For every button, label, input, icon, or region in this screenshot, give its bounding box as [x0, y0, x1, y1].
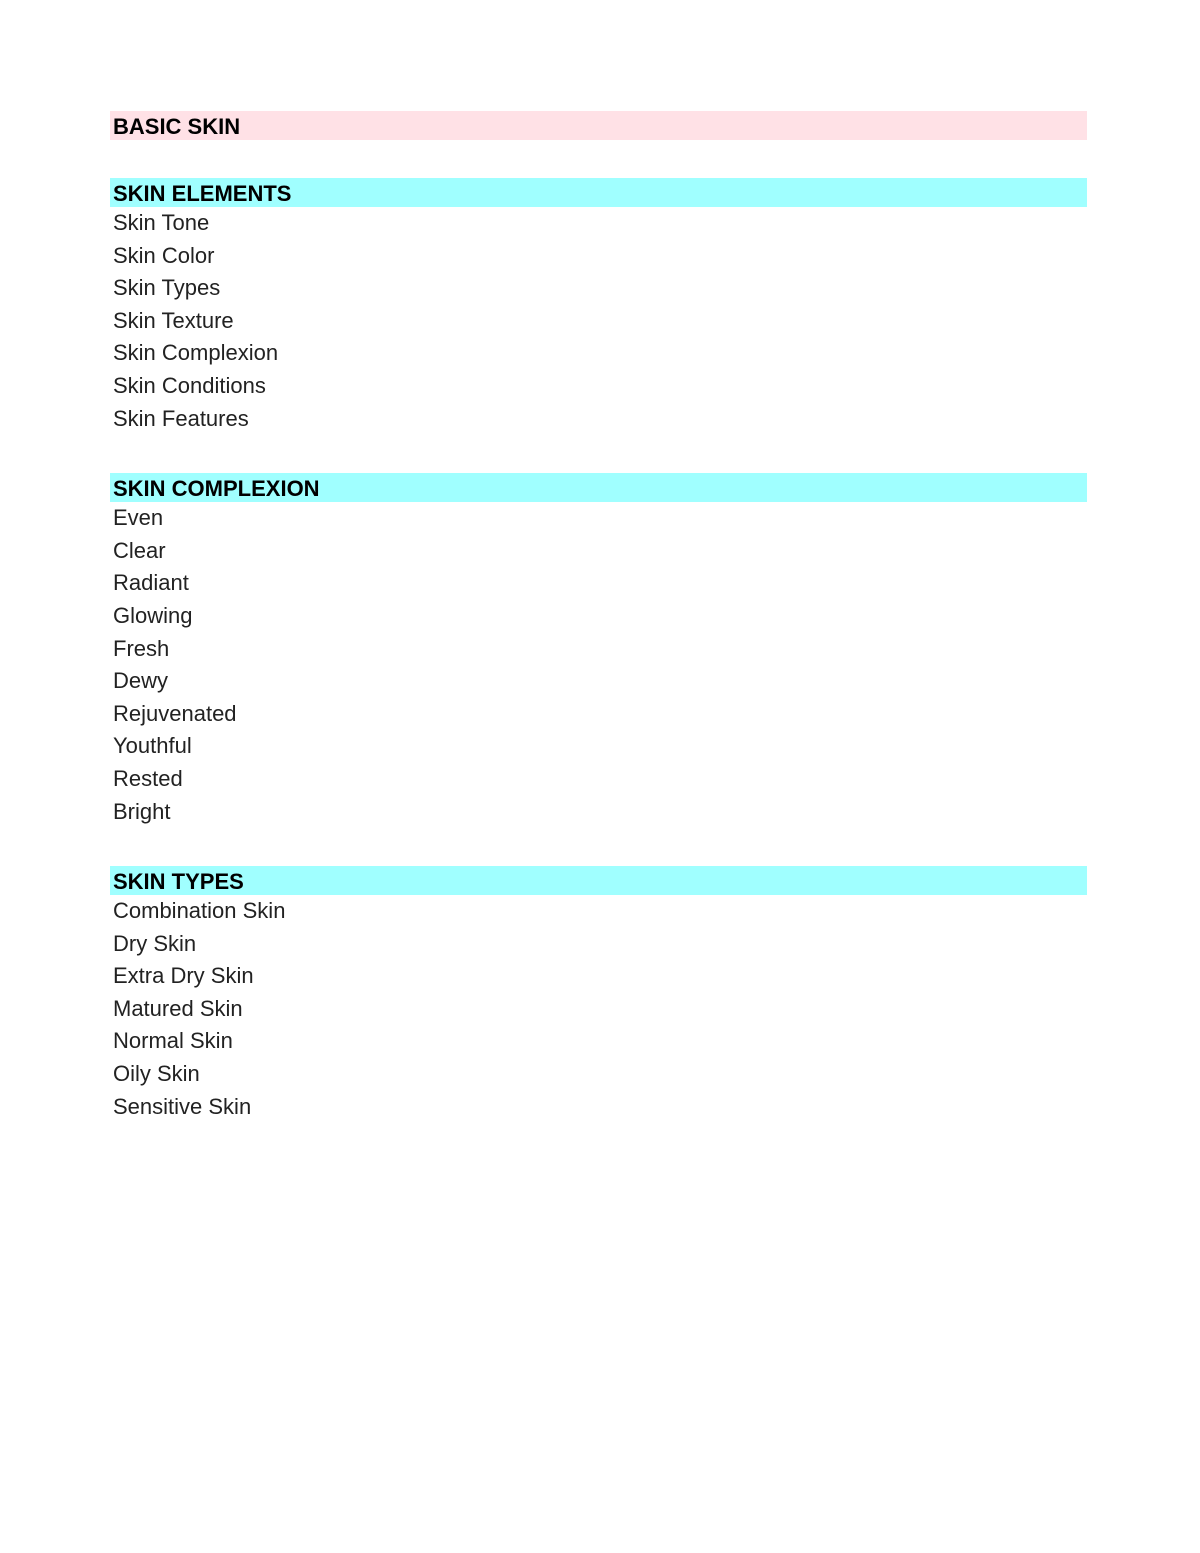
section-heading: SKIN TYPES [110, 866, 1087, 895]
list-item: Sensitive Skin [113, 1093, 252, 1119]
list-item: Clear [113, 537, 166, 563]
section-skin-complexion [110, 473, 1087, 828]
page-title: BASIC SKIN [110, 111, 1087, 140]
list-item: Skin Types [113, 275, 221, 301]
section-heading: SKIN ELEMENTS [110, 178, 1087, 207]
document-page [110, 111, 1087, 1123]
list-item: Rested [113, 765, 183, 791]
list-item: Skin Conditions [113, 372, 266, 398]
spacer [110, 140, 1087, 178]
list-item: Glowing [113, 602, 193, 628]
list-item: Combination Skin [113, 898, 286, 924]
list-item: Dewy [113, 668, 169, 694]
list-item: Radiant [113, 570, 189, 596]
list-item: Oily Skin [113, 1061, 200, 1087]
list-item: Normal Skin [113, 1028, 233, 1054]
list-item: Dry Skin [113, 930, 197, 956]
list-item: Skin Complexion [113, 340, 279, 366]
list-item: Fresh [113, 635, 170, 661]
list-item: Rejuvenated [113, 700, 237, 726]
section-heading: SKIN COMPLEXION [110, 473, 1087, 502]
section-skin-types [110, 866, 1087, 1123]
section-skin-elements [110, 178, 1087, 435]
list-item: Skin Color [113, 242, 215, 268]
list-item: Skin Tone [113, 210, 210, 235]
list-item: Skin Texture [113, 307, 234, 333]
spacer [110, 828, 1087, 866]
list-item: Skin Features [113, 405, 249, 431]
spacer [110, 435, 1087, 473]
list-item: Even [113, 505, 164, 531]
list-item: Matured Skin [113, 995, 243, 1021]
list-item: Extra Dry Skin [113, 963, 254, 989]
list-item: Bright [113, 798, 171, 824]
list-item: Youthful [113, 733, 192, 759]
